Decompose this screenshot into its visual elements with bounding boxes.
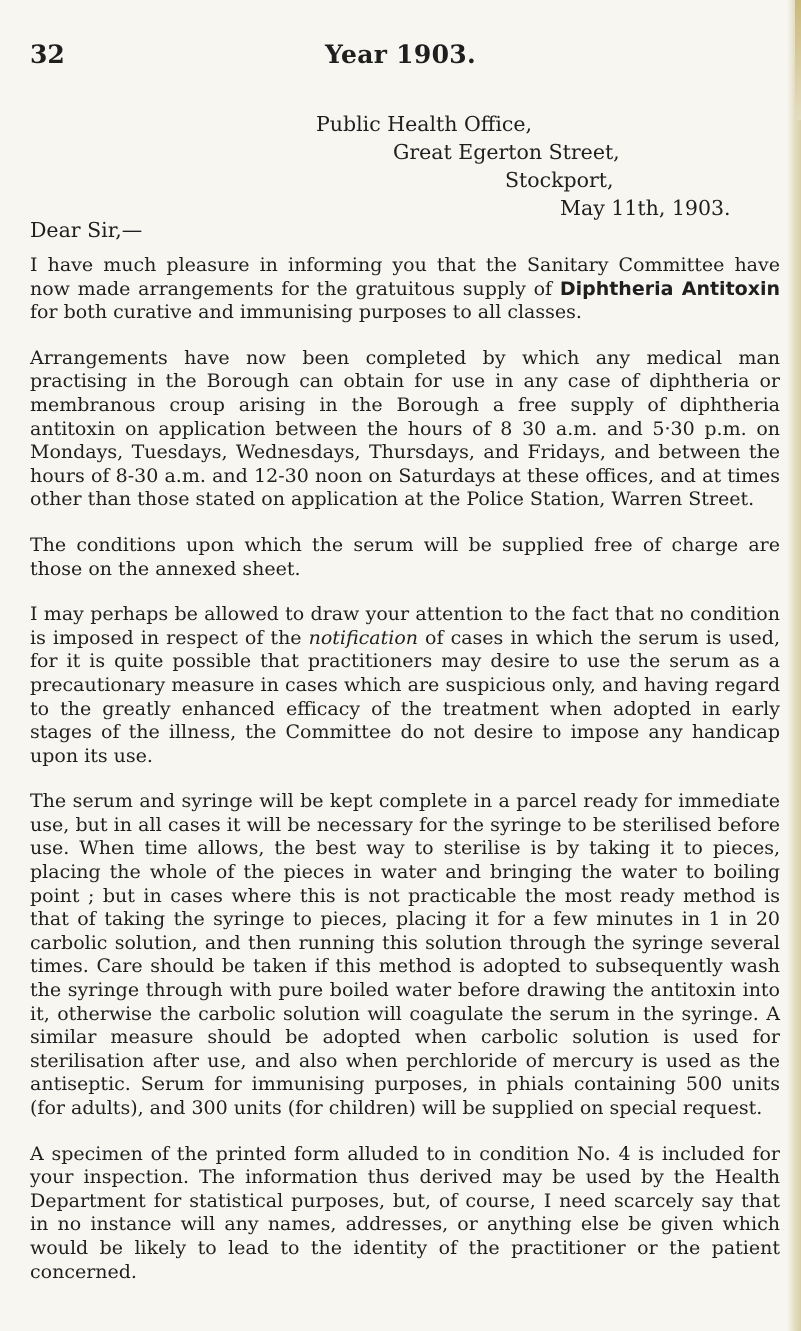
notification-emphasis: notification xyxy=(308,626,419,649)
address-line-office: Public Health Office, xyxy=(316,112,533,136)
paragraph-1-text-b: for both curative and immunising purposes to all classes. xyxy=(30,301,582,324)
paragraph-4-text-b: of cases in which the serum is used, for it is quite possible that practitioners may desire to use the serum as a precautionary measure in cases which are suspicious only, and having regard to the greatly enhanced efficacy of the treatment when adopted in early stages of the illness, the Committee do not desire to impose any handicap upon its use. xyxy=(30,626,781,767)
address-line-street: Great Egerton Street, xyxy=(393,140,620,164)
paragraph-notification xyxy=(30,603,780,768)
paragraph-4-text-a: I may perhaps be allowed to draw your attention to the fact that no condition is imposed in respect of the xyxy=(30,603,780,649)
letter-body xyxy=(30,254,780,1306)
letter-date: May 11th, 1903. xyxy=(560,196,731,220)
paragraph-serum-syringe: The serum and syringe will be kept complete in a parcel ready for immediate use, but in all cases it will be necessary for the syringe to be sterilised before use. When time allows, the best way to sterilise is by taking it to pieces, placing the whole of the pieces in water and bringing the water to boiling point ; but in cases where this is not practicable the most ready method is that of taking the syringe to pieces, placing it for a few minutes in 1 in 20 carbolic solution, and then running this solution through the syringe several times. Care should be taken if this method is adopted to subsequently wash the syringe through with pure boiled water before drawing the antitoxin into it, otherwise the carbolic solution will coagulate the serum in the syringe. A similar measure should be adopted when carbolic solution is used for sterilisation after use, and also when perchloride of mercury is used as the antiseptic. Serum for immunising purposes, in phials containing 500 units (for adults), and 300 units (for children) will be supplied on special request. xyxy=(30,790,780,1119)
paragraph-1-text-a: I have much pleasure in informing you that the Sanitary Committee have now made arrangements for the gratuitous supply of xyxy=(30,254,780,300)
page-header xyxy=(0,40,801,80)
paragraph-conditions: The conditions upon which the serum will be supplied free of charge are those on the annexed sheet. xyxy=(30,533,780,580)
diphtheria-antitoxin-heading: Diphtheria Antitoxin xyxy=(559,277,780,300)
salutation: Dear Sir,— xyxy=(30,218,143,242)
page-edge-shadow xyxy=(787,0,801,1331)
paragraph-specimen-form: A specimen of the printed form alluded to in condition No. 4 is included for your inspection. The information thus derived may be used by the Health Department for statistical purposes, but, of course, I need scarcely say that in no instance will any names, addresses, or anything else be given which would be likely to lead to the identity of the practitioner or the patient concerned. xyxy=(30,1142,780,1283)
paragraph-antitoxin-supply xyxy=(30,254,780,325)
paragraph-arrangements: Arrangements have now been completed by which any medical man practising in the Borough can obtain for use in any case of diphtheria or membranous croup arising in the Borough a free supply of diphtheria antitoxin on application between the hours of 8 30 a.m. and 5·30 p.m. on Mondays, Tuesdays, Wednesdays, Thursdays, and Fridays, and between the hours of 8-30 a.m. and 12-30 noon on Saturdays at these offices, and at times other than those stated on application at the Police Station, Warren Street. xyxy=(30,346,780,511)
running-title: Year 1903. xyxy=(325,40,476,69)
page-number: 32 xyxy=(30,40,65,69)
address-line-town: Stockport, xyxy=(505,168,614,192)
